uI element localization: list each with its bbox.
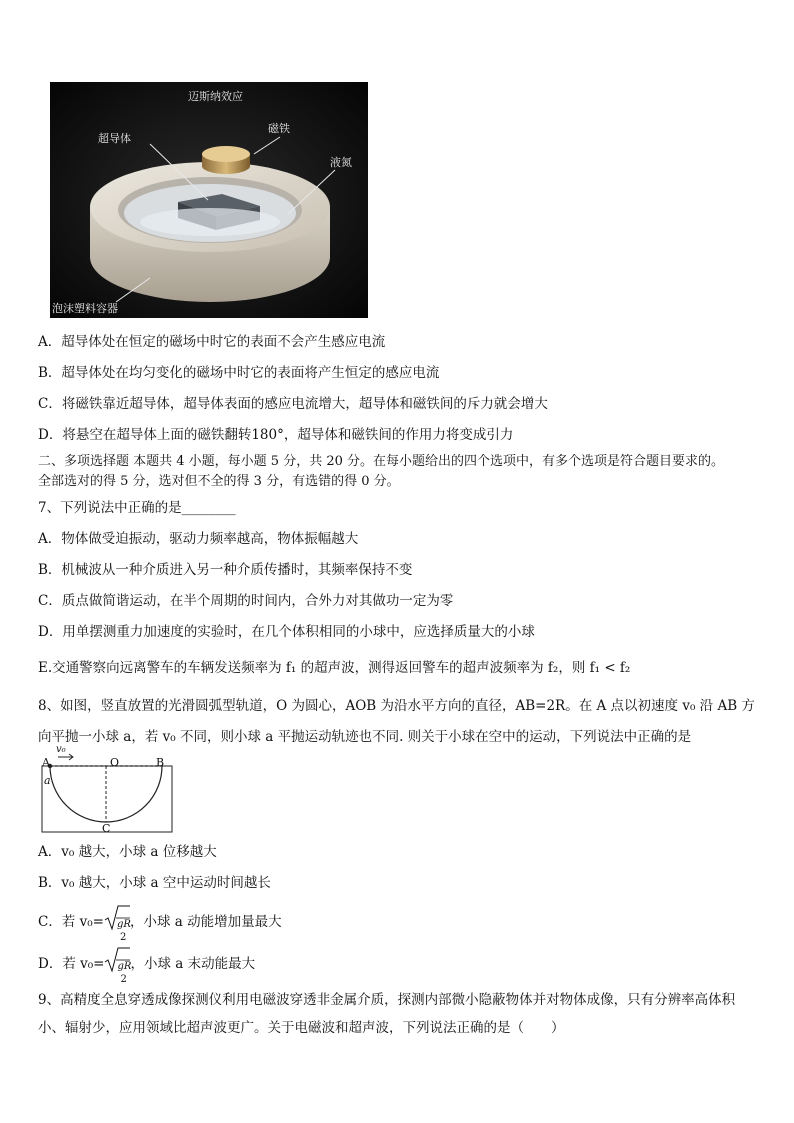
label-superconductor: 超导体	[98, 132, 131, 145]
label-container: 泡沫塑料容器	[52, 302, 118, 315]
meissner-effect-figure	[50, 82, 368, 318]
q8-option-b: B．v₀ 越大，小球 a 空中运动时间越长	[38, 875, 271, 891]
q6-option-b: B．超导体处在均匀变化的磁场中时它的表面将产生恒定的感应电流	[38, 365, 440, 381]
q8-option-d-prefix: D．若 v₀=	[38, 956, 105, 972]
sqrt-numerator-d: gR	[117, 961, 132, 972]
q7-stem: 7、下列说法中正确的是________	[38, 500, 236, 516]
q6-option-d: D．将悬空在超导体上面的磁铁翻转180°，超导体和磁铁间的作用力将变成引力	[38, 427, 514, 443]
q8-stem-line1: 8、如图，竖直放置的光滑圆弧型轨道，O 为圆心，AOB 为沿水平方向的直径，AB=2R。在 A 点以初速度 v₀ 沿 AB 方	[38, 698, 755, 714]
q8-label-v0: v₀	[56, 744, 66, 755]
q8-option-d-suffix: ，小球 a 末动能最大	[130, 956, 256, 972]
q8-label-a-point: A	[42, 756, 50, 769]
q7-option-d: D．用单摆测重力加速度的实验时，在几个体积相同的小球中，应选择质量大的小球	[38, 624, 535, 640]
q8-stem-line2: 向平抛一小球 a，若 v₀ 不同，则小球 a 平抛运动轨迹也不同. 则关于小球在空中的运动，下列说法中正确的是	[38, 729, 692, 745]
q7-option-a: A．物体做受迫振动，驱动力频率越高，物体振幅越大	[38, 531, 359, 547]
q8-option-c-suffix: ，小球 a 动能增加量最大	[129, 914, 282, 930]
label-liquid-nitrogen: 液氮	[330, 156, 352, 169]
q9-stem-line2: 小、辐射少，应用领域比超声波更广。关于电磁波和超声波，下列说法正确的是（ ）	[38, 1020, 565, 1036]
q9-stem-line1: 9、高精度全息穿透成像探测仪利用电磁波穿透非金属介质，探测内部微小隐蔽物体并对物体成像，只有分辨率高体积	[38, 992, 736, 1008]
q6-option-a: A．超导体处在恒定的磁场中时它的表面不会产生感应电流	[38, 334, 386, 350]
sqrt-denominator-c: 2	[119, 932, 127, 943]
q7-option-e: E.交通警察向远离警车的车辆发送频率为 f₁ 的超声波，测得返回警车的超声波频率为 f₂，则 f₁ < f₂	[38, 660, 631, 676]
q8-option-c-prefix: C．若 v₀=	[38, 914, 104, 930]
sqrt-denominator-d: 2	[120, 974, 127, 985]
q8-label-c: C	[102, 822, 111, 835]
q8-option-c	[38, 905, 282, 943]
figure-title: 迈斯纳效应	[188, 90, 243, 103]
q7-option-c: C．质点做简谐运动，在半个周期的时间内，合外力对其做功一定为零	[38, 593, 454, 609]
label-magnet: 磁铁	[268, 122, 290, 135]
q7-option-b: B．机械波从一种介质进入另一种介质传播时，其频率保持不变	[38, 562, 413, 578]
sqrt-numerator-c: gR	[116, 919, 131, 930]
q8-option-d	[38, 947, 256, 985]
q8-label-o: O	[110, 756, 120, 769]
q8-semicircle-figure	[38, 744, 178, 836]
q8-label-b: B	[156, 756, 165, 769]
section2-instructions-line1: 二、多项选择题 本题共 4 小题，每小题 5 分，共 20 分。在每小题给出的四个选项中，有多个选项是符合题目要求的。	[38, 454, 725, 469]
section2-instructions-line2: 全部选对的得 5 分，选对但不全的得 3 分，有选错的得 0 分。	[38, 474, 400, 489]
q6-option-c: C．将磁铁靠近超导体，超导体表面的感应电流增大，超导体和磁铁间的斥力就会增大	[38, 396, 548, 412]
q8-label-ball-a: a	[44, 774, 51, 787]
q8-option-a: A．v₀ 越大，小球 a 位移越大	[38, 844, 217, 860]
meissner-effect-illustration	[50, 82, 368, 318]
